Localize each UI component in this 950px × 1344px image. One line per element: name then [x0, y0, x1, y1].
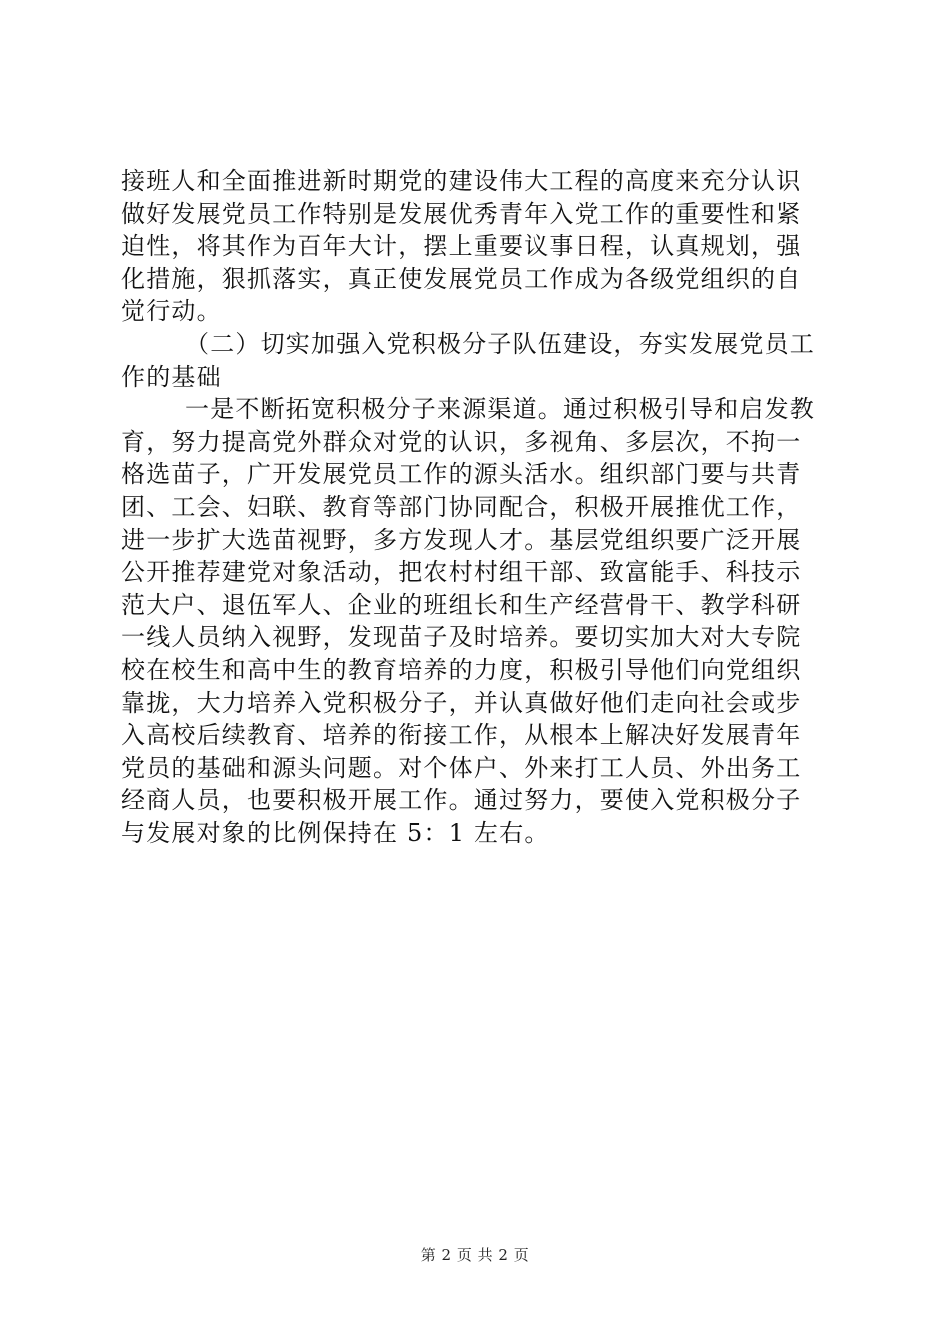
text-line: 觉行动。	[121, 297, 222, 326]
paragraph-start-line: 一是不断拓宽积极分子来源渠道。通过积极引导和启发教	[185, 395, 815, 424]
section-heading-line: （二）切实加强入党积极分子队伍建设，夯实发展党员工	[185, 329, 815, 358]
text-line: 进一步扩大选苗视野，多方发现人才。基层党组织要广泛开展	[121, 525, 802, 554]
text-line: 入高校后续教育、培养的衔接工作，从根本上解决好发展青年	[121, 721, 802, 750]
text-line: 靠拢，大力培养入党积极分子，并认真做好他们走向社会或步	[121, 688, 802, 717]
text-line: 做好发展党员工作特别是发展优秀青年入党工作的重要性和紧	[121, 199, 802, 228]
page-number-footer: 第 2 页 共 2 页	[420, 1246, 530, 1264]
text-line: 迫性，将其作为百年大计，摆上重要议事日程，认真规划，强	[121, 232, 802, 261]
text-line: 一线人员纳入视野，发现苗子及时培养。要切实加大对大专院	[121, 623, 802, 652]
document-body	[121, 165, 833, 849]
text-line: 公开推荐建党对象活动，把农村村组干部、致富能手、科技示	[121, 558, 802, 587]
text-line: 范大户、退伍军人、企业的班组长和生产经营骨干、教学科研	[121, 590, 802, 619]
text-line: 格选苗子，广开发展党员工作的源头活水。组织部门要与共青	[121, 460, 802, 489]
text-line: 育，努力提高党外群众对党的认识，多视角、多层次，不拘一	[121, 427, 802, 456]
text-line: 校在校生和高中生的教育培养的力度，积极引导他们向党组织	[121, 655, 802, 684]
text-line: 与发展对象的比例保持在 5：1 左右。	[121, 818, 550, 847]
text-line: 接班人和全面推进新时期党的建设伟大工程的高度来充分认识	[121, 167, 802, 195]
text-line: 经商人员，也要积极开展工作。通过努力，要使入党积极分子	[121, 786, 802, 815]
section-heading-line: 作的基础	[121, 362, 222, 391]
text-line: 团、工会、妇联、教育等部门协同配合，积极开展推优工作，	[121, 492, 802, 521]
text-line: 化措施，狠抓落实，真正使发展党员工作成为各级党组织的自	[121, 264, 802, 293]
text-line: 党员的基础和源头问题。对个体户、外来打工人员、外出务工	[121, 753, 802, 782]
